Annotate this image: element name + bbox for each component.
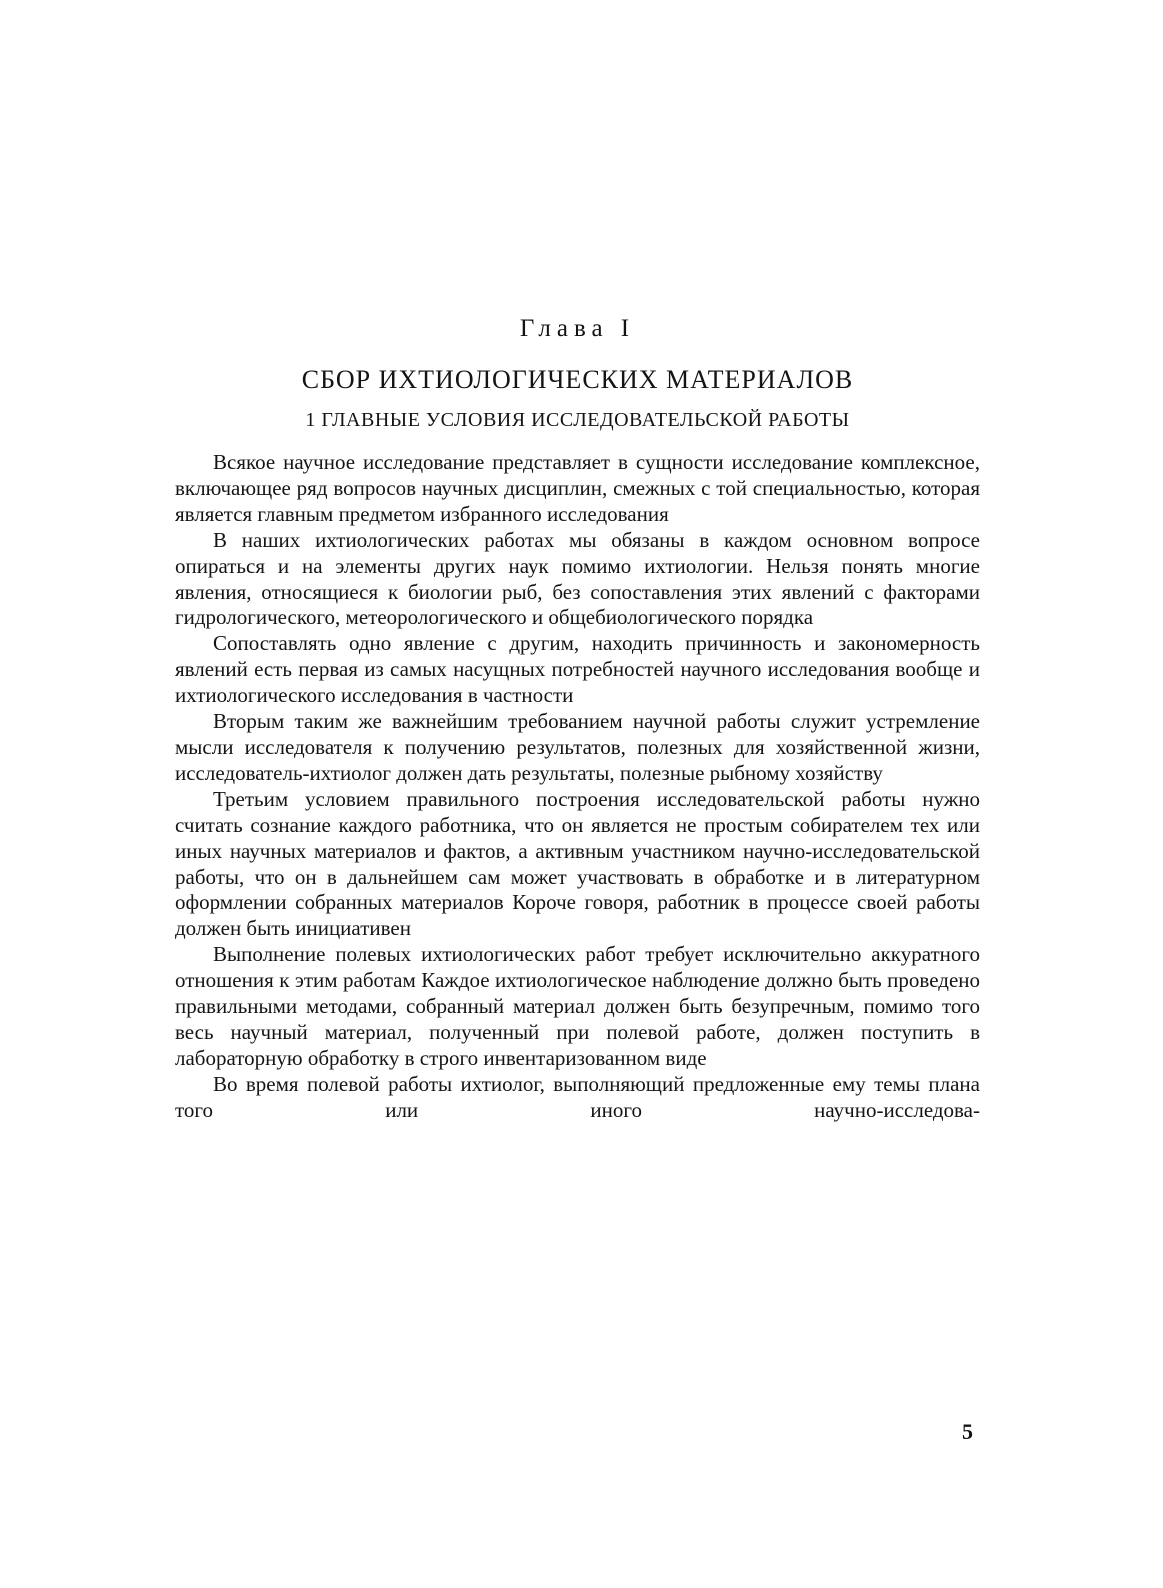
paragraph: Третьим условием правильного построения исследовательской работы нужно считать сознание каждого работника, что он является не простым собирателем тех или иных научных материалов и фактов, а активным участником научно-исследовательской работы, что он в дальнейшем сам может участвовать в обработке и в литературном оформлении собранных материалов Короче говоря, работник в процессе своей работы должен быть инициативен [175, 786, 980, 941]
page-number: 5 [962, 1419, 973, 1444]
page-body [175, 315, 980, 1124]
paragraph: Выполнение полевых ихтиологических работ требует исключительно аккуратного отношения к этим работам Каждое ихтиологическое наблюдение должно быть проведено правильными методами, собранный материал должен быть безупречным, помимо того весь научный материал, полученный при полевой работе, должен поступить в лабораторную обработку в строго инвентаризованном виде [175, 942, 980, 1070]
paragraph: Сопоставлять одно явление с другим, находить причинность и закономерность явлений есть первая из самых насущных потребностей научного исследования вообще и ихтиологического исследования в частности [175, 631, 980, 708]
paragraph: Вторым таким же важнейшим требованием научной работы служит устремление мысли исследователя к получению результатов, полезных для хозяйственной жизни, исследователь-ихтиолог должен дать результаты, полезные рыбному хозяйству [175, 709, 980, 785]
section-title: 1 ГЛАВНЫЕ УСЛОВИЯ ИССЛЕДОВАТЕЛЬСКОЙ РАБОТЫ [305, 409, 850, 431]
paragraph: В наших ихтиологических работах мы обязаны в каждом основном вопросе опираться и на элементы других наук помимо ихтиологии. Нельзя понять многие явления, относящиеся к биологии рыб, без сопоставления этих явлений с факторами гидрологического, метеорологического и общебиологического порядка [175, 527, 980, 630]
paragraph: Всякое научное исследование представляет в сущности исследование комплексное, включающее ряд вопросов научных дисциплин, смежных с той специальностью, которая является главным предметом избранного исследования [175, 450, 980, 526]
chapter-label: Глава I [519, 315, 636, 342]
paragraph: Во время полевой работы ихтиолог, выполняющий предложенные ему темы плана того или иного научно-исследова- [175, 1071, 980, 1122]
chapter-title: СБОР ИХТИОЛОГИЧЕСКИХ МАТЕРИАЛОВ [301, 365, 854, 394]
